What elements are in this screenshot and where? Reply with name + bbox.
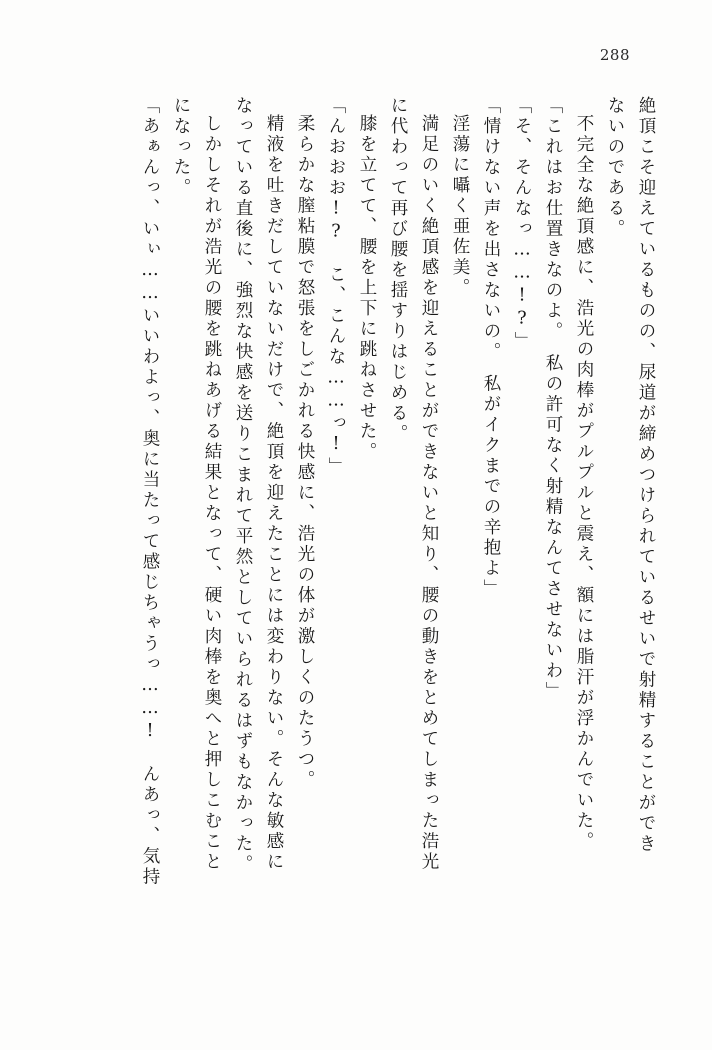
text-line: 「情けない声を出さないの。 私がイクまでの辛抱よ」 [481,96,501,600]
text-line: しかしそれが浩光の腰を跳ねあげる結果となって、硬い肉棒を奥へと押しこむこと [202,114,222,873]
text-line: 満足のいく絶頂感を迎えることができないと知り、腰の動きをとめてしまった浩光 [419,114,439,873]
text-line: 柔らかな膣粘膜で怒張をしごかれる快感に、浩光の体が激しくのたうつ。 [295,114,315,791]
text-line: 「んおおお!? こ、こんな……っ!」 [326,96,346,478]
text-line: に代わって再び腰を揺すりはじめる。 [388,96,408,445]
page-number: 288 [599,46,630,64]
text-line: 淫蕩に囁く亜佐美。 [450,114,470,299]
vertical-text-body [58,96,654,976]
text-line: 「あぁんっ、いぃ……いいわよっ、奥に当たって感じちゃうっ……! んあっ、気持 [140,96,160,888]
text-line: になった。 [171,96,191,199]
text-line: なっている直後に、強烈な快感を送りこまれて平然としていられるはずもなかった。 [233,96,253,875]
text-line: 膝を立てて、腰を上下に跳ねさせた。 [357,114,377,463]
text-line: 精液を吐きだしていないだけで、絶頂を迎えたことには変わりない。そんな敏感に [264,114,284,873]
text-line: 絶頂こそ迎えているものの、尿道が締めつけられているせいで射精することができ [636,96,656,855]
text-line: 不完全な絶頂感に、浩光の肉棒がプルプルと震え、額には脂汗が浮かんでいた。 [574,114,594,852]
text-line: 「そ、そんなっ……!?」 [512,96,532,352]
text-line: ないのである。 [605,96,625,240]
text-line: 「これはお仕置きなのよ。 私の許可なく射精なんてさせないわ」 [543,96,563,703]
